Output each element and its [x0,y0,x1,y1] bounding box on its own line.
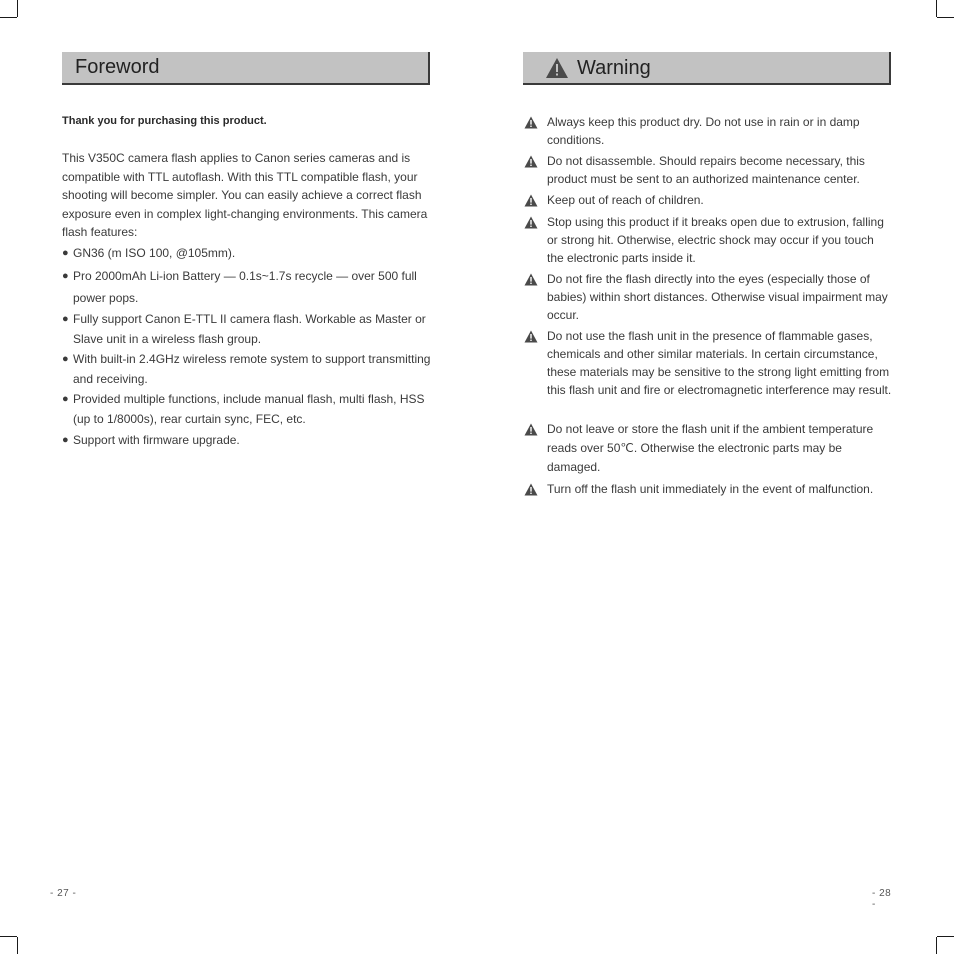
feature-item [62,349,434,389]
warning-text: Do not leave or store the flash unit if the ambient temperature reads over 50℃. Otherwise the electronic parts may be damaged. [547,422,874,474]
page-number: - 27 - [50,888,77,899]
intro-paragraph: This V350C camera flash applies to Canon series cameras and is compatible with TTL autoflash. With this TTL compatible flash, your shooting will become simpler. You can easily achieve a correct flash exposure even in complex light-changing environments. This camera flash features: [62,151,428,239]
crop-mark-bottom-left [0,936,17,937]
warning-text: Keep out of reach of children. [547,193,704,207]
feature-text: GN36 (m ISO 100, @105mm). [73,246,236,260]
crop-mark-bottom-right [937,936,954,937]
warning-text: Do not disassemble. Should repairs become necessary, this product must be sent to an authorized maintenance center. [547,154,865,186]
warning-text: Stop using this product if it breaks open due to extrusion, falling or strong hit. Otherwise, electric shock may occur if you touch the electronic parts inside it. [547,215,884,265]
crop-mark-bottom-right [936,937,937,954]
warning-text: Do not use the flash unit in the presence of flammable gases, chemicals and other similar materials. In certain circumstance, these materials may be sensitive to the strong light emitting from this flash unit and fire or electromagnetic interference may result. [547,329,892,397]
foreword-title: Foreword [75,55,160,78]
warning-triangle-icon [524,483,538,496]
feature-item [62,309,434,349]
warning-title: Warning [577,56,651,79]
warning-text: Turn off the flash unit immediately in the event of malfunction. [547,482,874,496]
feature-text: Fully support Canon E-TTL II camera flash. Workable as Master or Slave unit in a wireless flash group. [73,312,426,346]
warning-item [523,327,893,399]
page-number: - 28 - [872,888,892,910]
warning-item [523,213,893,267]
warning-triangle-icon [524,216,538,229]
crop-mark-top-left [0,17,17,18]
bullet-icon: ● [62,393,69,405]
feature-text: With built-in 2.4GHz wireless remote system to support transmitting and receiving. [73,352,431,386]
warning-triangle-icon [524,330,538,343]
foreword-header [62,52,430,85]
crop-mark-top-right [937,17,954,18]
bullet-icon: ● [62,247,69,259]
bullet-icon: ● [62,313,69,325]
warning-triangle-icon [524,423,538,436]
warning-item [523,113,893,149]
feature-item [62,430,434,450]
warning-triangle-icon [524,273,538,286]
thank-you-text: Thank you for purchasing this product. [62,115,267,127]
bullet-icon: ● [62,434,69,446]
feature-text: Support with firmware upgrade. [73,433,240,447]
feature-item [62,389,434,429]
bullet-icon: ● [62,270,69,282]
warning-item [523,420,893,477]
feature-item [62,265,434,309]
warning-triangle-icon [545,57,569,79]
warning-item [523,270,893,324]
crop-mark-top-right [936,0,937,17]
crop-mark-bottom-left [17,937,18,954]
warning-triangle-icon [524,155,538,168]
warning-triangle-icon [524,116,538,129]
warning-item [523,152,893,188]
warning-item [523,191,893,209]
warning-triangle-icon [524,194,538,207]
warning-text: Always keep this product dry. Do not use in rain or in damp conditions. [547,115,860,147]
feature-text: Pro 2000mAh Li-ion Battery — 0.1s~1.7s recycle — over 500 full power pops. [73,269,417,305]
feature-item [62,243,434,263]
feature-text: Provided multiple functions, include manual flash, multi flash, HSS (up to 1/8000s), rear curtain sync, FEC, etc. [73,392,425,426]
warning-item [523,480,893,498]
warning-header [523,52,891,85]
warning-text: Do not fire the flash directly into the eyes (especially those of babies) within short distances. Otherwise visual impairment may occur. [547,272,888,322]
bullet-icon: ● [62,353,69,365]
crop-mark-top-left [17,0,18,17]
